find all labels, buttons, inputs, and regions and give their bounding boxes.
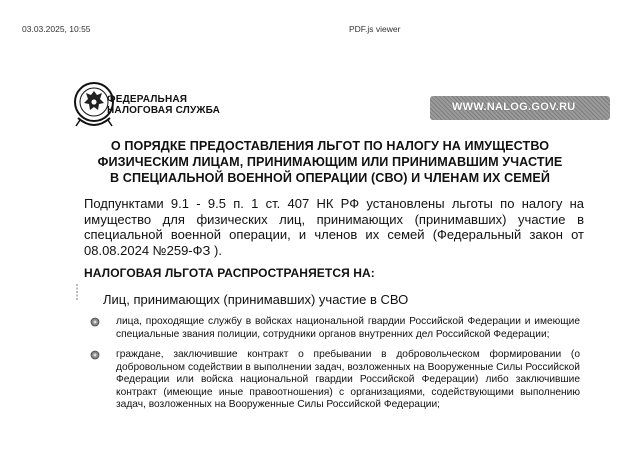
print-header — [0, 24, 640, 38]
bullet-icon — [90, 350, 100, 360]
agency-name — [107, 94, 220, 116]
title-line-1: О ПОРЯДКЕ ПРЕДОСТАВЛЕНИЯ ЛЬГОТ ПО НАЛОГУ НА ИМУЩЕСТВО — [110, 139, 550, 153]
list-item — [88, 349, 580, 412]
agency-name-line2: НАЛОГОВАЯ СЛУЖБА — [107, 105, 221, 116]
bullet-icon — [90, 317, 100, 327]
website-url: WWW.NALOG.GOV.RU — [452, 101, 576, 113]
title-line-3: В СПЕЦИАЛЬНОЙ ВОЕННОЙ ОПЕРАЦИИ (СВО) И ЧЛЕНАМ ИХ СЕМЕЙ — [109, 171, 551, 185]
print-datetime: 03.03.2025, 10:55 — [22, 24, 91, 34]
title-line-2: ФИЗИЧЕСКИМ ЛИЦАМ, ПРИНИМАЮЩИМ ИЛИ ПРИНИМАВШИМ УЧАСТИЕ — [97, 155, 563, 169]
document-title — [60, 138, 600, 186]
list-item — [88, 316, 580, 341]
intro-paragraph: Подпунктами 9.1 - 9.5 п. 1 ст. 407 НК РФ установлены льготы по налогу на имущество для физических лиц, принимающих (принимавших) участие в специальной военной операции, и членов их семей (Федеральный закон от 08.08.2024 №259-ФЗ ). — [84, 196, 584, 258]
bullet-text: лица, проходящие службу в войсках национальной гвардии Российской Федерации и имеющие специальные звания полиции, сотрудники органов внутренних дел Российской Федерации; — [116, 316, 580, 340]
benefit-subheading: НАЛОГОВАЯ ЛЬГОТА РАСПРОСТРАНЯЕТСЯ НА: — [84, 266, 375, 280]
bullet-text: граждане, заключившие контракт о пребывании в добровольческом формировании (о добровольном содействии в выполнении задач, возложенных на Вооруженные Силы Российской Федерации или войска национальной гвардии Российской Федерации) либо заключившие контракт (имеющие иные правоотношения) с организациями, содействующими выполнению задач, возложенных на Вооруженные Силы Российской Федерации; — [116, 349, 580, 410]
margin-mark-icon — [75, 284, 79, 300]
website-banner — [430, 96, 610, 120]
bullet-list — [88, 316, 580, 420]
group-heading: Лиц, принимающих (принимавших) участие в СВО — [103, 292, 409, 307]
agency-name-line1: ФЕДЕРАЛЬНАЯ — [107, 94, 188, 105]
viewer-title: PDF.js viewer — [349, 24, 401, 34]
